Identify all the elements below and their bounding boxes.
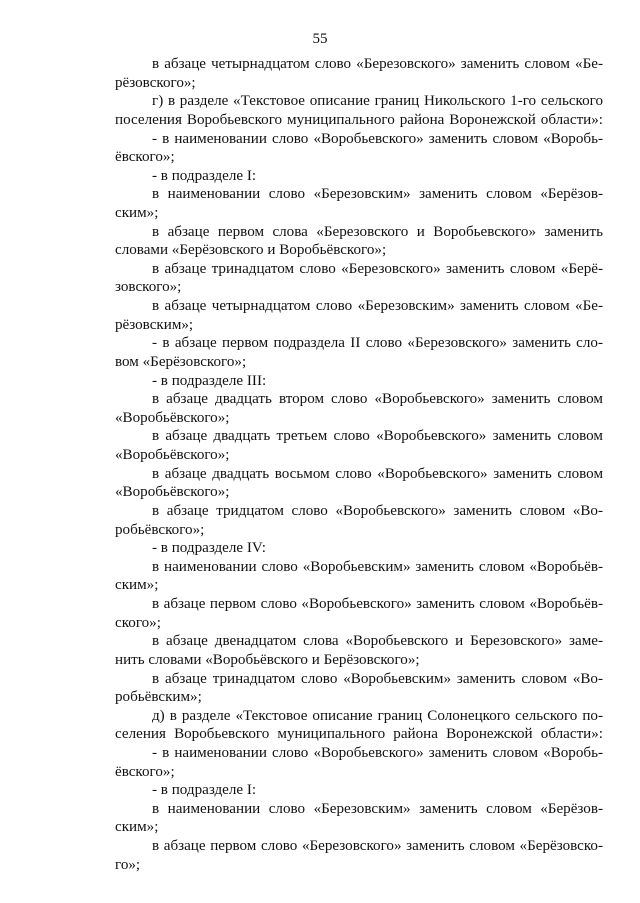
text-line: «Воробьёвского»; bbox=[115, 409, 230, 426]
text-line: ским»; bbox=[115, 577, 159, 594]
text-line: в абзаце тринадцатом слово «Березовского» заменить словом «Берё- bbox=[152, 260, 603, 277]
text-line: в абзаце двадцать третьем слово «Воробьевского» заменить словом bbox=[152, 428, 603, 445]
text-line: в абзаце тринадцатом слово «Воробьевским» заменить словом «Во- bbox=[152, 670, 603, 687]
text-line: - в наименовании слово «Воробьевского» заменить словом «Воробь- bbox=[152, 744, 603, 761]
text-line: в наименовании слово «Воробьевским» заменить словом «Воробьёв- bbox=[152, 558, 603, 575]
text-line: нить словами «Воробьёвского и Берёзовского»; bbox=[115, 651, 420, 668]
text-line: в наименовании слово «Березовским» заменить словом «Берёзов- bbox=[152, 186, 603, 203]
text-line: ёвского»; bbox=[115, 763, 175, 780]
text-line: зовского»; bbox=[115, 279, 182, 296]
text-line: словами «Берёзовского и Воробьёвского»; bbox=[115, 242, 387, 259]
text-line: рёзовским»; bbox=[115, 316, 194, 333]
text-line: в абзаце двадцать восьмом слово «Воробьевского» заменить словом bbox=[152, 465, 603, 482]
text-line: ёвского»; bbox=[115, 149, 175, 166]
text-line: - в подразделе III: bbox=[152, 372, 267, 389]
text-line: поселения Воробьевского муниципального района Воронежской области»: bbox=[115, 111, 603, 128]
text-line: г) в разделе «Текстовое описание границ Никольского 1-го сельского bbox=[152, 93, 603, 110]
text-line: в абзаце первом слово «Воробьевского» заменить словом «Воробьёв- bbox=[152, 596, 603, 612]
text-line: в абзаце первом слово «Березовского» заменить словом «Берёзовско- bbox=[152, 838, 603, 854]
text-line: - в подразделе IV: bbox=[152, 540, 266, 557]
text-line: ским»; bbox=[115, 819, 159, 836]
text-line: - в абзаце первом подраздела II слово «Березовского» заменить сло- bbox=[152, 335, 603, 352]
text-line: в наименовании слово «Березовским» заменить словом «Берёзов- bbox=[152, 800, 603, 817]
text-line: в абзаце двадцать втором слово «Воробьевского» заменить словом bbox=[152, 391, 603, 408]
text-line: - в наименовании слово «Воробьевского» заменить словом «Воробь- bbox=[152, 130, 603, 147]
text-line: вом «Берёзовского»; bbox=[115, 353, 247, 370]
text-line: д) в разделе «Текстовое описание границ Солонецкого сельского по- bbox=[152, 707, 603, 724]
text-line: - в подразделе I: bbox=[152, 167, 257, 184]
text-line: в абзаце четырнадцатом слово «Березовского» заменить словом «Бе- bbox=[152, 56, 603, 72]
text-line: го»; bbox=[115, 856, 141, 873]
text-line: в абзаце двенадцатом слова «Воробьевского и Березовского» заме- bbox=[152, 633, 603, 650]
text-line: «Воробьёвского»; bbox=[115, 484, 230, 501]
text-line: в абзаце тридцатом слово «Воробьевского» заменить словом «Во- bbox=[152, 502, 603, 519]
page-number: 55 bbox=[312, 31, 328, 47]
text-line: в абзаце первом слова «Березовского и Воробьевского» заменить bbox=[152, 223, 603, 240]
text-line: в абзаце четырнадцатом слово «Березовским» заменить словом «Бе- bbox=[152, 298, 603, 315]
text-line: «Воробьёвского»; bbox=[115, 447, 230, 463]
text-line: робьёвским»; bbox=[115, 689, 202, 706]
text-line: рёзовского»; bbox=[115, 74, 196, 91]
text-line: ского»; bbox=[115, 614, 161, 631]
text-line: - в подразделе I: bbox=[152, 782, 257, 799]
text-line: селения Воробьевского муниципального района Воронежской области»: bbox=[115, 726, 603, 743]
text-line: робьёвского»; bbox=[115, 521, 205, 538]
text-line: ским»; bbox=[115, 205, 159, 221]
